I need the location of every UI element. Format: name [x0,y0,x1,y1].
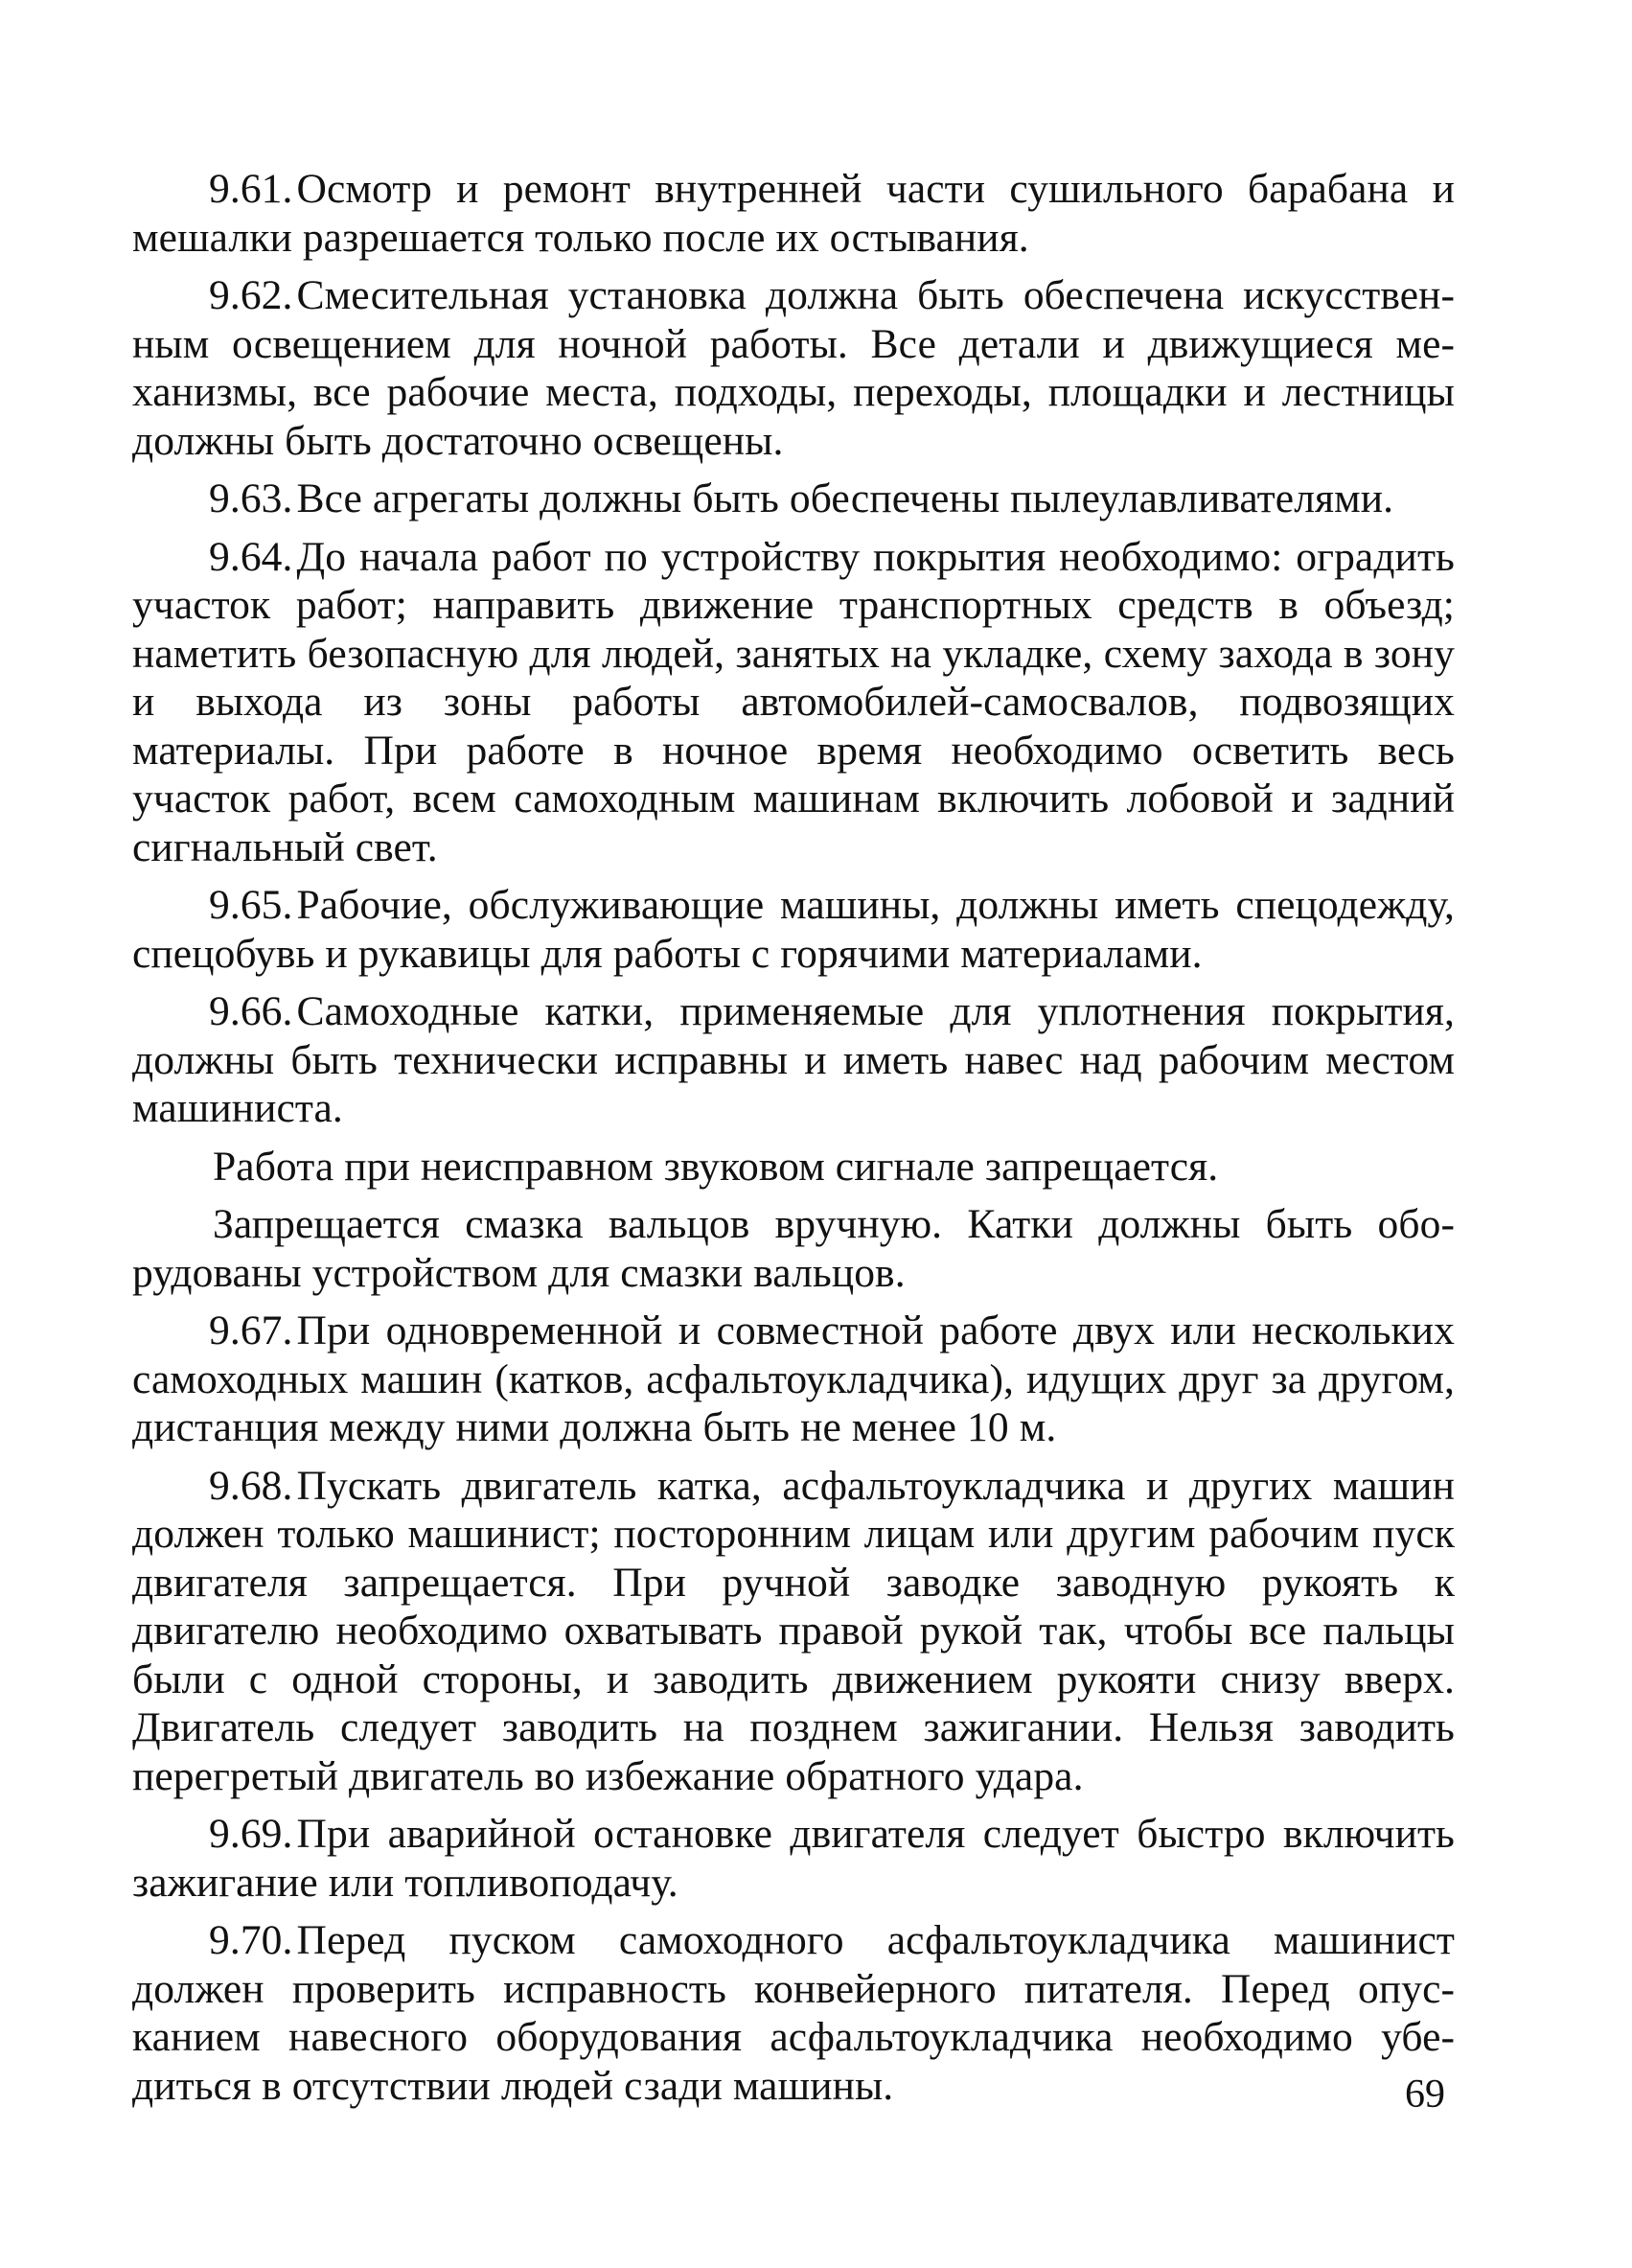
document-page [132,165,1455,2178]
paragraph-9-67: 9.67.При одновременной и совместной работе двух или нескольких самоходных машин (катков, асфальтоукладчика), идущих друг за другом, дистанция между ними должна быть не менее 10 м. [132,1308,1455,1450]
paragraph-9-66: 9.66.Самоходные катки, применяемые для уплотнения покрытия, должны быть технически исправны и иметь навес над рабочим местом машиниста. [132,988,1455,1131]
paragraph-9-61: 9.61.Осмотр и ремонт внутренней части сушильного барабана и мешалки разрешается только после их остывания. [132,166,1455,261]
paragraph-9-68: 9.68.Пускать двигатель катка, асфальтоукладчика и других машин должен только машинист; посторонним лицам или другим рабочим пуск двигателя запрещается. При ручной заводке заводную рукоять к двигателю необходимо охватывать правой рукой так, чтобы все пальцы были с одной стороны, и заводить движением рукояти снизу вверх. Двигатель следует заводить на позднем зажигании. Нельзя заводить перегретый двигатель во избежание обратного удара. [132,1462,1455,1799]
paragraph-9-70: 9.70.Перед пуском самоходного асфальтоукладчика машинист должен проверить исправность конвейерного питателя. Перед опусканием навесного оборудования асфальтоукладчика необходимо убедиться в отсутствии людей сзади машины. [132,1917,1455,2109]
paragraph-9-62: 9.62.Смесительная установка должна быть обеспечена искусственным освещением для ночной работы. Все детали и движущиеся механизмы, все рабочие места, подходы, переходы, площадки и лестницы должны быть достаточно освещены. [132,272,1455,464]
paragraph-9-65: 9.65.Рабочие, обслуживающие машины, должны иметь спецодежду, спецобувь и рукавицы для работы с горячими материалами. [132,882,1455,977]
paragraph-9-63: 9.63.Все агрегаты должны быть обеспечены пылеулавливателями. [209,475,1394,521]
paragraph-lubrication-rule: Запрещается смазка вальцов вручную. Катки должны быть оборудованы устройством для смазки вальцов. [132,1201,1455,1296]
paragraph-9-64: 9.64.До начала работ по устройству покрытия необходимо: оградить участок работ; направить движение транспортных средств в объезд; наметить безопасную для людей, занятых на укладке, схему захода в зону и выхода из зоны работы автомобилей-самосвалов, подвозящих материалы. При работе в ночное время необходимо осветить весь участок работ, всем самоходным машинам включить лобовой и задний сигнальный свет. [132,533,1455,870]
paragraph-9-69: 9.69.При аварийной остановке двигателя следует быстро включить зажигание или топливоподачу. [132,1811,1455,1906]
page-number: 69 [1405,2072,1445,2117]
paragraph-signal-rule: Работа при неисправном звуковом сигнале запрещается. [213,1143,1219,1190]
